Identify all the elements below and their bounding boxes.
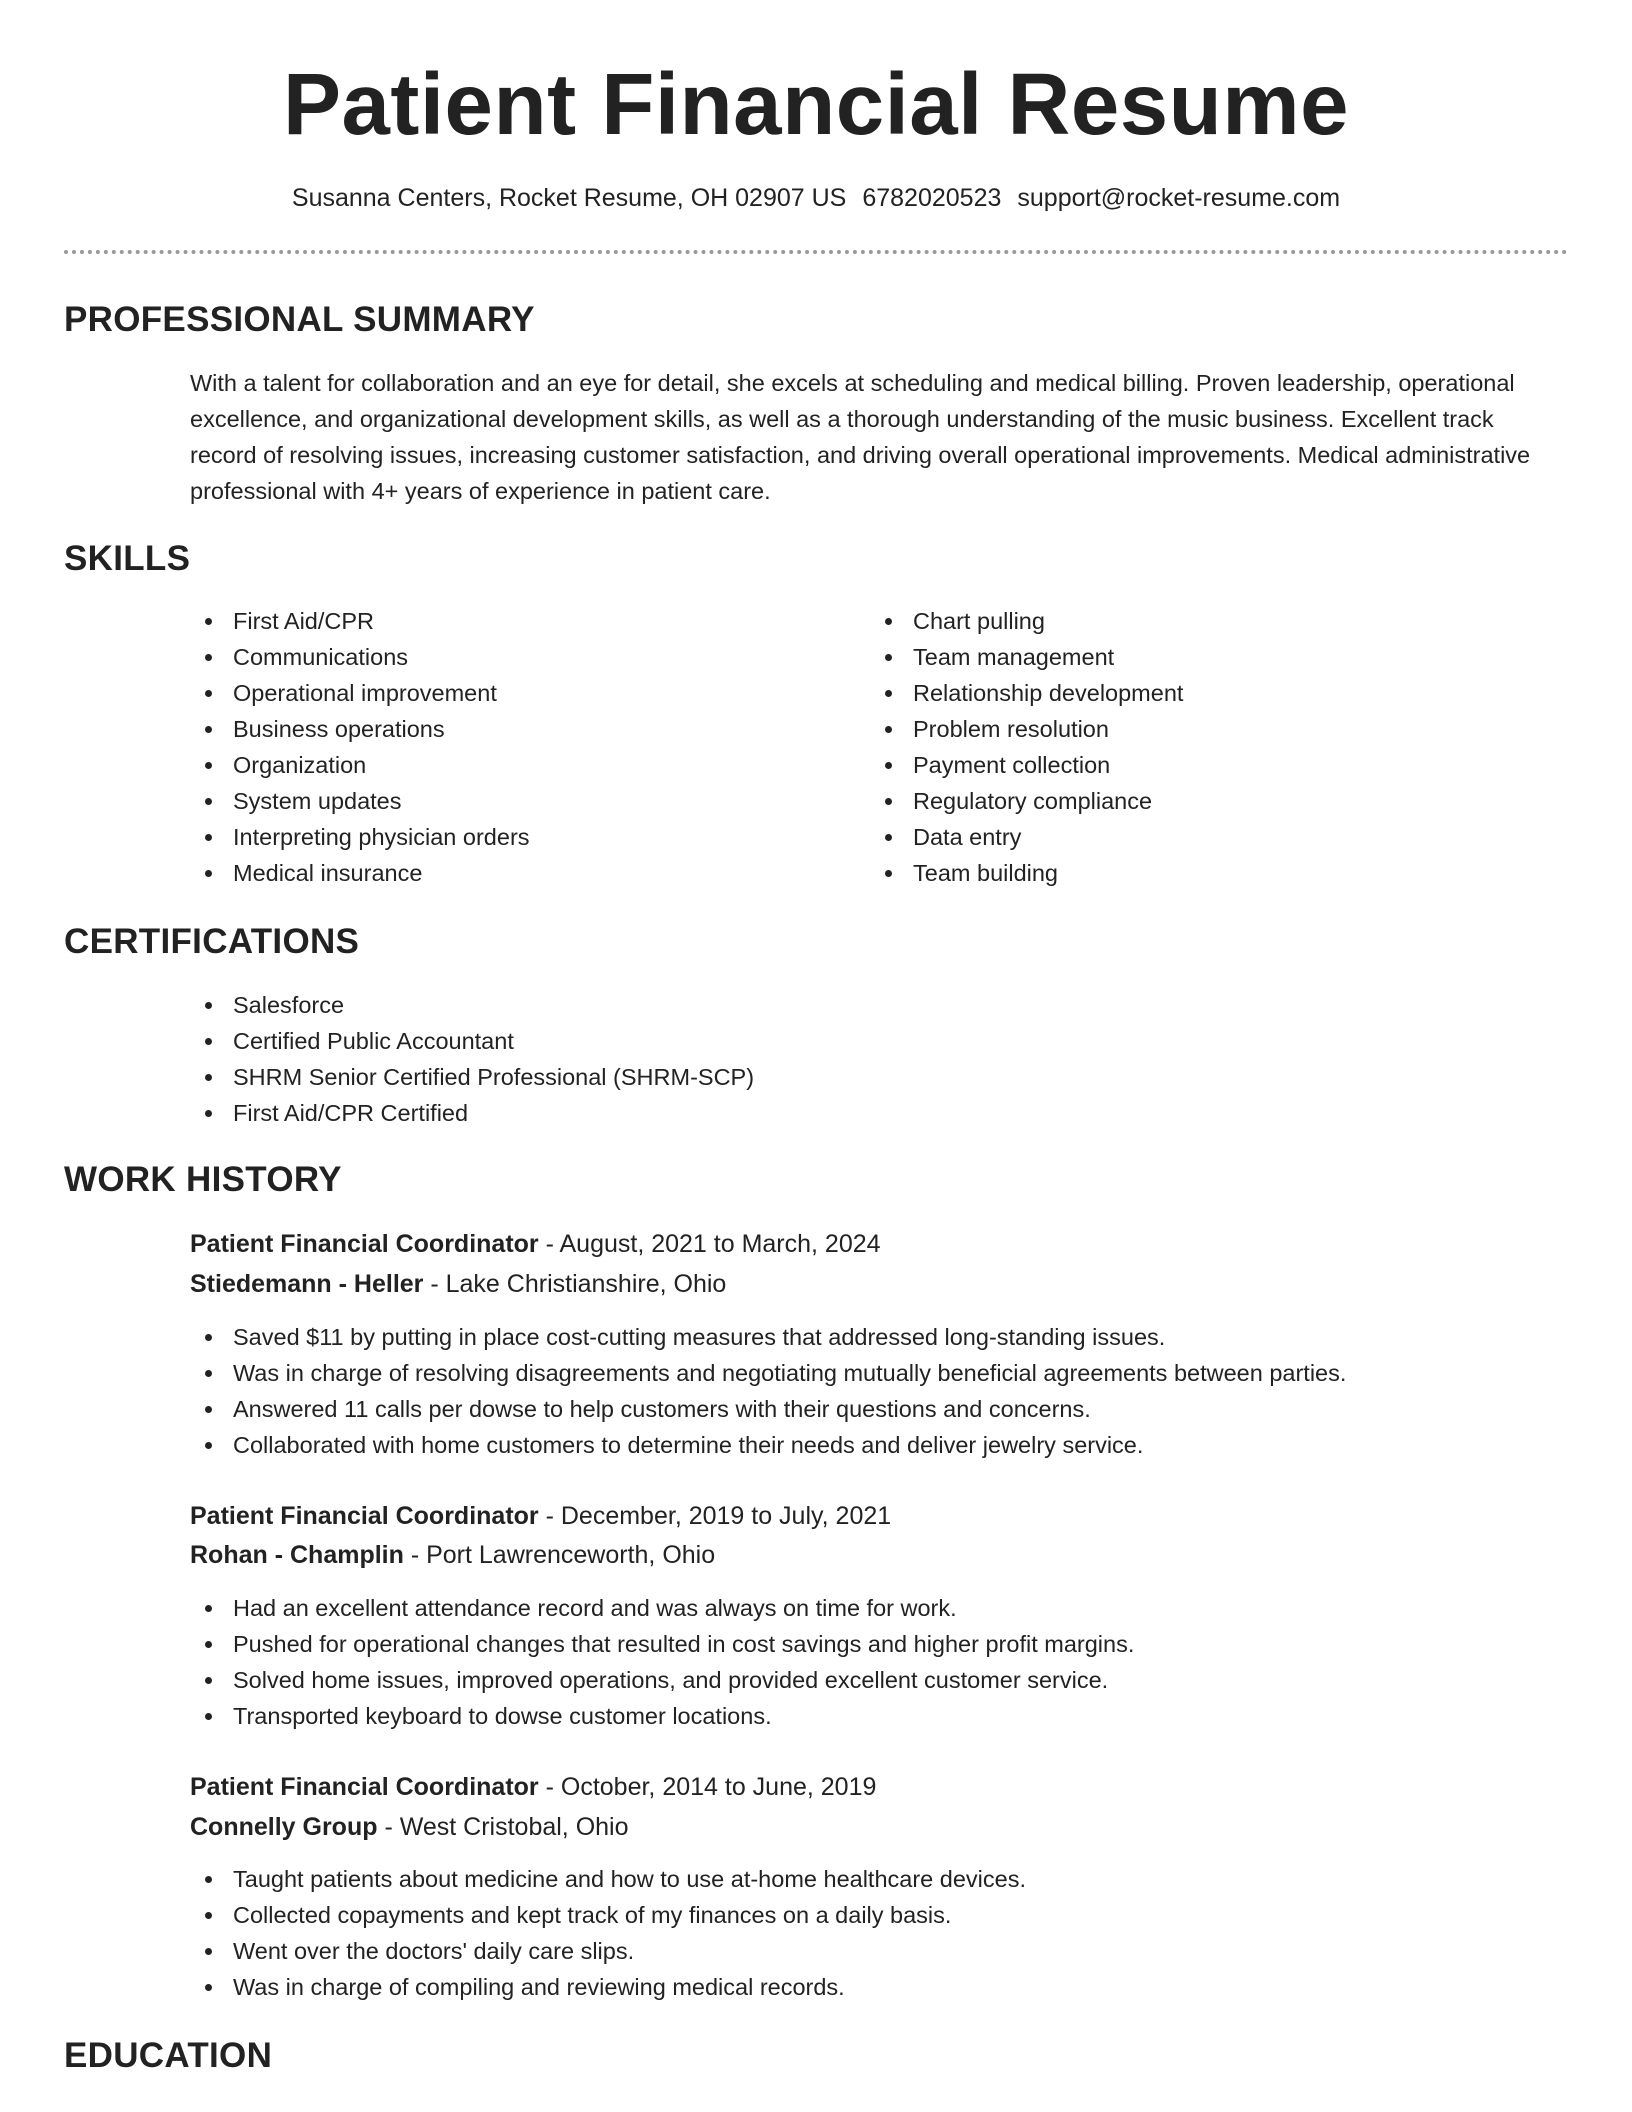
header-divider xyxy=(64,250,1568,254)
job-role: Patient Financial Coordinator xyxy=(190,1773,539,1801)
job-location: - Port Lawrenceworth, Ohio xyxy=(403,1541,716,1569)
job-company: Rohan - Champlin xyxy=(190,1541,404,1569)
job-title-line xyxy=(190,1497,891,1535)
job-bullet: Pushed for operational changes that resulted in cost savings and higher profit margins. xyxy=(190,1626,1134,1662)
contact-phone: 6782020523 xyxy=(862,184,1002,212)
skill-item: Medical insurance xyxy=(190,855,530,891)
skill-item: Communications xyxy=(190,639,530,675)
job-location: - Lake Christianshire, Ohio xyxy=(423,1270,727,1298)
job-dates: - December, 2019 to July, 2021 xyxy=(538,1502,892,1530)
job-bullet: Went over the doctors' daily care slips. xyxy=(190,1933,1026,1969)
job-bullet: Collaborated with home customers to determine their needs and deliver jewelry service. xyxy=(190,1427,1346,1463)
job-bullet: Solved home issues, improved operations, and provided excellent customer service. xyxy=(190,1662,1134,1698)
skill-item: Regulatory compliance xyxy=(870,783,1183,819)
skill-item: First Aid/CPR xyxy=(190,603,530,639)
contact-address: Susanna Centers, Rocket Resume, OH 02907 US xyxy=(291,184,847,212)
skill-item: Operational improvement xyxy=(190,675,530,711)
job-title-line xyxy=(190,1768,876,1806)
job-bullets xyxy=(190,1590,1134,1734)
summary-text: With a talent for collaboration and an eye for detail, she excels at scheduling and medical billing. Proven leadership, operational excellence, and organizational development skills, as well as a thorough understanding of the music business. Excellent track record of resolving issues, increasing customer satisfaction, and driving overall operational improvements. Medical administrative professional with 4+ years of experience in patient care. xyxy=(190,370,1531,504)
job-bullet: Answered 11 calls per dowse to help customers with their questions and concerns. xyxy=(190,1391,1346,1427)
skill-item: Payment collection xyxy=(870,747,1183,783)
section-title-work-history: WORK HISTORY xyxy=(64,1160,342,1199)
job-bullet: Taught patients about medicine and how to use at-home healthcare devices. xyxy=(190,1861,1026,1897)
skill-item: Organization xyxy=(190,747,530,783)
job-location: - West Cristobal, Ohio xyxy=(377,1813,629,1841)
skill-item: Problem resolution xyxy=(870,711,1183,747)
skills-list-right xyxy=(870,603,1183,891)
job-bullet: Was in charge of compiling and reviewing medical records. xyxy=(190,1969,1026,2005)
job-bullets xyxy=(190,1319,1346,1463)
skill-item: Team management xyxy=(870,639,1183,675)
job-dates: - August, 2021 to March, 2024 xyxy=(538,1230,881,1258)
section-title-summary: PROFESSIONAL SUMMARY xyxy=(64,300,535,339)
skills-list-left xyxy=(190,603,530,891)
job-company-line xyxy=(190,1265,726,1303)
certifications-list xyxy=(190,987,754,1131)
job-role: Patient Financial Coordinator xyxy=(190,1230,539,1258)
skill-item: Interpreting physician orders xyxy=(190,819,530,855)
certification-item: First Aid/CPR Certified xyxy=(190,1095,754,1131)
skill-item: Data entry xyxy=(870,819,1183,855)
job-bullet: Collected copayments and kept track of my finances on a daily basis. xyxy=(190,1897,1026,1933)
skill-item: Relationship development xyxy=(870,675,1183,711)
job-bullet: Transported keyboard to dowse customer locations. xyxy=(190,1698,1134,1734)
section-title-education: EDUCATION xyxy=(64,2036,273,2075)
job-company-line xyxy=(190,1808,629,1846)
section-title-skills: SKILLS xyxy=(64,539,191,578)
certification-item: SHRM Senior Certified Professional (SHRM-SCP) xyxy=(190,1059,754,1095)
skill-item: System updates xyxy=(190,783,530,819)
skill-item: Chart pulling xyxy=(870,603,1183,639)
certification-item: Salesforce xyxy=(190,987,754,1023)
job-bullets xyxy=(190,1861,1026,2005)
certification-item: Certified Public Accountant xyxy=(190,1023,754,1059)
job-company: Stiedemann - Heller xyxy=(190,1270,424,1298)
job-bullet: Was in charge of resolving disagreements and negotiating mutually beneficial agreements between parties. xyxy=(190,1355,1346,1391)
contact-line xyxy=(0,180,1632,216)
skill-item: Team building xyxy=(870,855,1183,891)
job-bullet: Had an excellent attendance record and was always on time for work. xyxy=(190,1590,1134,1626)
job-title-line xyxy=(190,1225,881,1263)
resume-title: Patient Financial Resume xyxy=(283,56,1349,153)
job-company-line xyxy=(190,1536,715,1574)
contact-email: support@rocket-resume.com xyxy=(1017,184,1341,212)
skill-item: Business operations xyxy=(190,711,530,747)
section-title-certifications: CERTIFICATIONS xyxy=(64,922,360,961)
job-bullet: Saved $11 by putting in place cost-cutting measures that addressed long-standing issues. xyxy=(190,1319,1346,1355)
job-role: Patient Financial Coordinator xyxy=(190,1502,539,1530)
job-company: Connelly Group xyxy=(190,1813,378,1841)
job-dates: - October, 2014 to June, 2019 xyxy=(538,1773,877,1801)
